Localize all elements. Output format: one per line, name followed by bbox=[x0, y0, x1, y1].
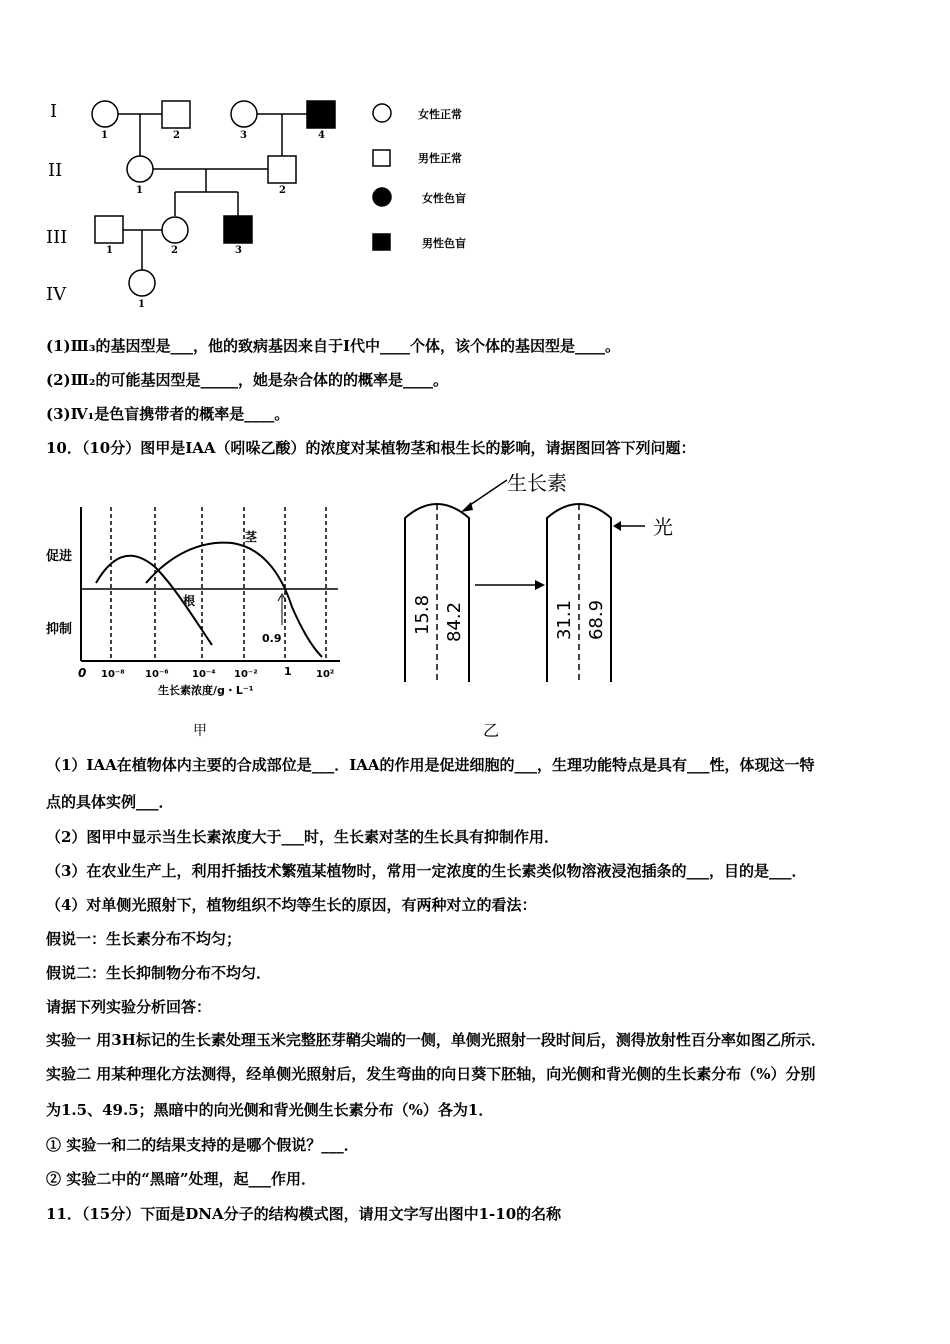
value-left-2: 84.2 bbox=[444, 601, 465, 643]
figure-jia-graph bbox=[40, 495, 360, 705]
value-right-2: 68.9 bbox=[586, 599, 607, 641]
individual-number: 2 bbox=[279, 185, 286, 196]
tick-label: 10⁻⁸ bbox=[101, 669, 125, 680]
generation-label: III bbox=[46, 227, 68, 248]
x-axis-label: 生长素浓度/g・L⁻¹ bbox=[158, 684, 254, 697]
generation-label: IV bbox=[46, 284, 67, 305]
y-label-promote: 促进 bbox=[46, 549, 73, 564]
q11-title: 11．（15分）下面是DNA分子的结构模式图，请用文字写出图中1-10的名称 bbox=[46, 1205, 562, 1223]
generation-label: I bbox=[50, 101, 58, 122]
female-normal-symbol bbox=[162, 217, 188, 243]
q10-title: 10．（10分）图甲是IAA（吲哚乙酸）的浓度对某植物茎和根生长的影响，请据图回答下列问题： bbox=[46, 439, 696, 457]
q9-part3: (3)Ⅳ₁是色盲携带者的概率是____。 bbox=[46, 405, 290, 423]
q10-part3: （3）在农业生产上，利用扦插技术繁殖某植物时，常用一定浓度的生长素类似物溶液浸泡插条的___，目的是___． bbox=[46, 862, 807, 880]
individual-number: 3 bbox=[240, 130, 247, 141]
tick-label: 10⁻² bbox=[234, 669, 258, 680]
value-left-1: 15.8 bbox=[412, 594, 433, 636]
q10-part4: （4）对单侧光照射下，植物组织不均等生长的原因，有两种对立的看法： bbox=[46, 896, 537, 914]
male-normal-symbol bbox=[268, 156, 296, 183]
individual-number: 3 bbox=[235, 245, 242, 256]
tick-label: 1 bbox=[284, 665, 292, 678]
stem-label: 茎 bbox=[245, 530, 258, 544]
legend-male-blind: 男性色盲 bbox=[422, 237, 466, 250]
conclusion-2: ② 实验二中的“黑暗”处理，起___作用． bbox=[46, 1170, 316, 1188]
legend-female-blind-icon bbox=[373, 188, 391, 206]
female-normal-symbol bbox=[231, 101, 257, 127]
legend-male-blind-icon bbox=[373, 234, 390, 250]
male-blind-symbol bbox=[307, 101, 335, 128]
q9-part2: (2)Ⅲ₂的可能基因型是_____，她是杂合体的的概率是____。 bbox=[46, 371, 448, 389]
experiment-1: 实验一 用3H标记的生长素处理玉米完整胚芽鞘尖端的一侧，单侧光照射一段时间后，测得放射性百分率如图乙所示． bbox=[46, 1031, 826, 1049]
experiment-2a: 实验二 用某种理化方法测得，经单侧光照射后，发生弯曲的向日葵下胚轴，向光侧和背光侧的生长素分布（%）分别 bbox=[46, 1065, 816, 1083]
legend-female-blind: 女性色盲 bbox=[422, 192, 466, 205]
q10-part1b: 点的具体实例___． bbox=[46, 793, 174, 811]
light-label: 光 bbox=[653, 515, 673, 539]
caption-yi: 乙 bbox=[483, 721, 500, 740]
y-label-inhibit: 抑制 bbox=[46, 622, 73, 637]
generation-label: II bbox=[48, 160, 63, 181]
individual-number: 4 bbox=[318, 130, 325, 141]
pedigree-diagram bbox=[0, 0, 480, 320]
hypothesis-1: 假说一：生长素分布不均匀； bbox=[46, 930, 242, 948]
male-blind-symbol bbox=[224, 216, 252, 243]
individual-number: 2 bbox=[171, 245, 178, 256]
female-normal-symbol bbox=[129, 270, 155, 296]
figure-yi-diagram bbox=[395, 470, 695, 690]
individual-number: 1 bbox=[101, 130, 108, 141]
individual-number: 1 bbox=[136, 185, 143, 196]
individual-number: 2 bbox=[173, 130, 180, 141]
q9-part1: (1)Ⅲ₃的基因型是___，他的致病基因来自于Ⅰ代中____个体，该个体的基因型是____。 bbox=[46, 337, 620, 355]
value-right-1: 31.1 bbox=[554, 599, 575, 641]
conclusion-1: ① 实验一和二的结果支持的是哪个假说？___． bbox=[46, 1136, 359, 1154]
tick-label: 10² bbox=[316, 669, 335, 680]
auxin-label: 生长素 bbox=[507, 471, 567, 495]
male-normal-symbol bbox=[95, 216, 123, 243]
mark-label: 0.9 bbox=[262, 632, 282, 645]
legend-male-normal: 男性正常 bbox=[418, 152, 462, 165]
tick-label: 10⁻⁶ bbox=[145, 669, 169, 680]
hypothesis-2: 假说二：生长抑制物分布不均匀． bbox=[46, 964, 272, 982]
legend-female-normal-icon bbox=[373, 104, 391, 122]
female-normal-symbol bbox=[92, 101, 118, 127]
experiment-2b: 为1.5、49.5；黑暗中的向光侧和背光侧生长素分布（%）各为1． bbox=[46, 1101, 494, 1119]
q10-part1a: （1）IAA在植物体内主要的合成部位是___．IAA的作用是促进细胞的___，生理功能特点是具有___性，体现这一特 bbox=[46, 756, 815, 774]
individual-number: 1 bbox=[138, 299, 145, 310]
origin-label: 0 bbox=[78, 666, 87, 680]
male-normal-symbol bbox=[162, 101, 190, 128]
analysis-prompt: 请据下列实验分析回答： bbox=[46, 998, 212, 1016]
tick-label: 10⁻⁴ bbox=[192, 669, 216, 680]
q10-part2: （2）图甲中显示当生长素浓度大于___时，生长素对茎的生长具有抑制作用． bbox=[46, 828, 559, 846]
legend-female-normal: 女性正常 bbox=[418, 108, 462, 121]
stem-curve bbox=[146, 543, 322, 657]
root-label: 根 bbox=[183, 594, 196, 608]
female-normal-symbol bbox=[127, 156, 153, 182]
caption-jia: 甲 bbox=[193, 723, 207, 739]
individual-number: 1 bbox=[106, 245, 113, 256]
legend-male-normal-icon bbox=[373, 150, 390, 166]
